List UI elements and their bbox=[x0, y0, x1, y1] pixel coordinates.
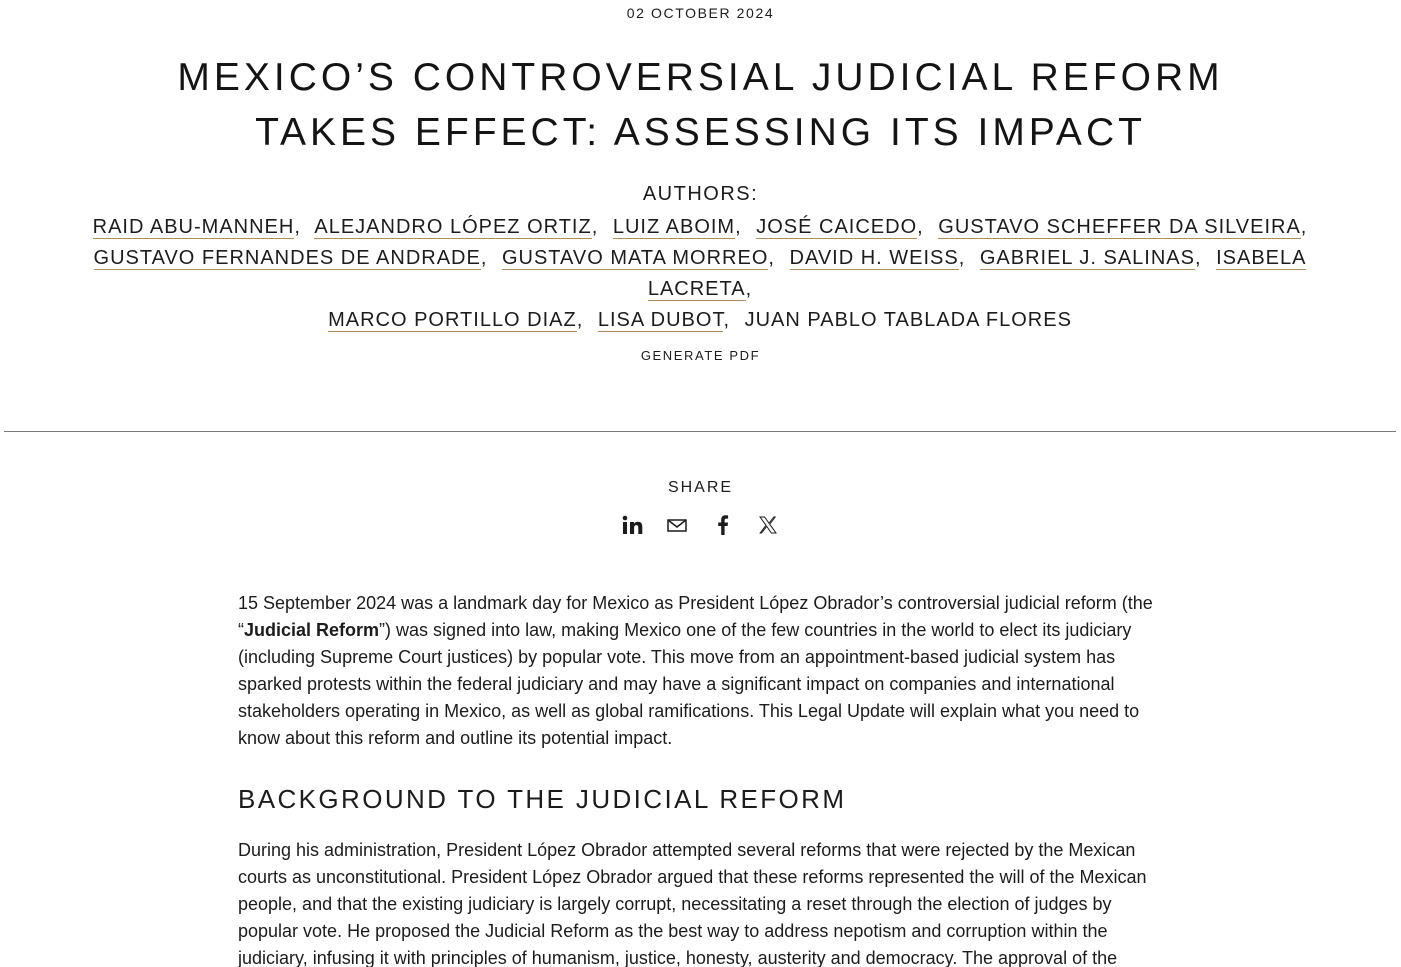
author-link[interactable]: ALEJANDRO LÓPEZ ORTIZ bbox=[314, 216, 592, 238]
author-separator: , bbox=[576, 309, 584, 331]
author-link[interactable]: GUSTAVO MATA MORREO bbox=[501, 247, 769, 269]
author-separator: , bbox=[768, 247, 775, 269]
facebook-icon[interactable] bbox=[711, 513, 735, 537]
author-separator: , bbox=[958, 247, 966, 269]
author-link[interactable]: JOSÉ CAICEDO bbox=[756, 216, 918, 238]
author-separator: , bbox=[1194, 247, 1202, 269]
title-line-1: MEXICO’S CONTROVERSIAL JUDICIAL REFORM bbox=[177, 56, 1224, 99]
paragraph-text: 15 September 2024 was a landmark day for Mexico as President López Obrador’s controversial judicial reform (the “ bbox=[238, 593, 1153, 640]
x-icon[interactable] bbox=[756, 513, 780, 537]
paragraph bbox=[238, 590, 1163, 752]
author-link[interactable]: LUIZ ABOIM bbox=[612, 216, 736, 238]
paragraph bbox=[238, 837, 1163, 967]
linkedin-icon[interactable] bbox=[620, 513, 644, 537]
author-link[interactable]: LISA DUBOT bbox=[597, 309, 724, 331]
author-link[interactable]: RAID ABU-MANNEH bbox=[92, 216, 295, 238]
share-label: SHARE bbox=[667, 479, 734, 496]
defined-term: Judicial Reform bbox=[244, 620, 380, 640]
author-separator: , bbox=[294, 216, 301, 238]
divider bbox=[4, 431, 1396, 432]
title-line-2: TAKES EFFECT: ASSESSING ITS IMPACT bbox=[255, 111, 1146, 154]
author-separator: , bbox=[1300, 216, 1308, 238]
author-separator: , bbox=[723, 309, 731, 331]
author-separator: , bbox=[591, 216, 599, 238]
article-title bbox=[0, 50, 1401, 160]
author-separator: , bbox=[480, 247, 488, 269]
author-list bbox=[40, 212, 1360, 336]
article-date: 02 OCTOBER 2024 bbox=[626, 5, 775, 21]
author-name: JUAN PABLO TABLADA FLORES bbox=[744, 309, 1072, 331]
author-separator: , bbox=[917, 216, 924, 238]
section-heading: BACKGROUND TO THE JUDICIAL REFORM bbox=[238, 784, 847, 814]
article-body bbox=[238, 590, 1163, 967]
paragraph-text: During his administration, President López Obrador attempted several reforms that were rejected by the Mexican courts as unconstitutional. President López Obrador argued that these reforms represented the will of the Mexican people, and that the existing judiciary is largely corrupt, necessitating a reset through the election of judges by popular vote. He proposed the Judicial Reform as the best way to address nepotism and corruption within the judiciary, infusing it with bbox=[238, 840, 1147, 967]
author-separator: , bbox=[735, 216, 742, 238]
author-link[interactable]: ISABELA LACRETA bbox=[647, 247, 1307, 300]
authors-label: AUTHORS: bbox=[642, 183, 759, 205]
mail-icon[interactable] bbox=[665, 513, 689, 537]
generate-pdf-button[interactable]: GENERATE PDF bbox=[640, 348, 761, 363]
author-link[interactable]: GUSTAVO SCHEFFER DA SILVEIRA bbox=[938, 216, 1301, 238]
author-link[interactable]: MARCO PORTILLO DIAZ bbox=[328, 309, 577, 331]
author-link[interactable]: DAVID H. WEISS bbox=[789, 247, 959, 269]
author-link[interactable]: GABRIEL J. SALINAS bbox=[979, 247, 1195, 269]
share-icons bbox=[620, 513, 780, 537]
paragraph-text: ”) was signed into law, making Mexico one of the few countries in the world to elect its judiciary (including Supreme Court justices) by popular vote. This move from an appointment-based judicial system has sparked protests within the federal judiciary and may have a significant impact on companies and international stakeholders operating in Mexico, as well as global ramifications. This Legal Update will explain what you need to know about this reform and outline its potential impact. bbox=[238, 620, 1140, 748]
author-link[interactable]: GUSTAVO FERNANDES DE ANDRADE bbox=[93, 247, 481, 269]
paragraph-text: . The approval of the bbox=[952, 948, 1118, 967]
principles-link[interactable]: principles of humanism, justice, honesty, austerity and democracy bbox=[430, 948, 953, 967]
author-separator: , bbox=[745, 278, 753, 300]
